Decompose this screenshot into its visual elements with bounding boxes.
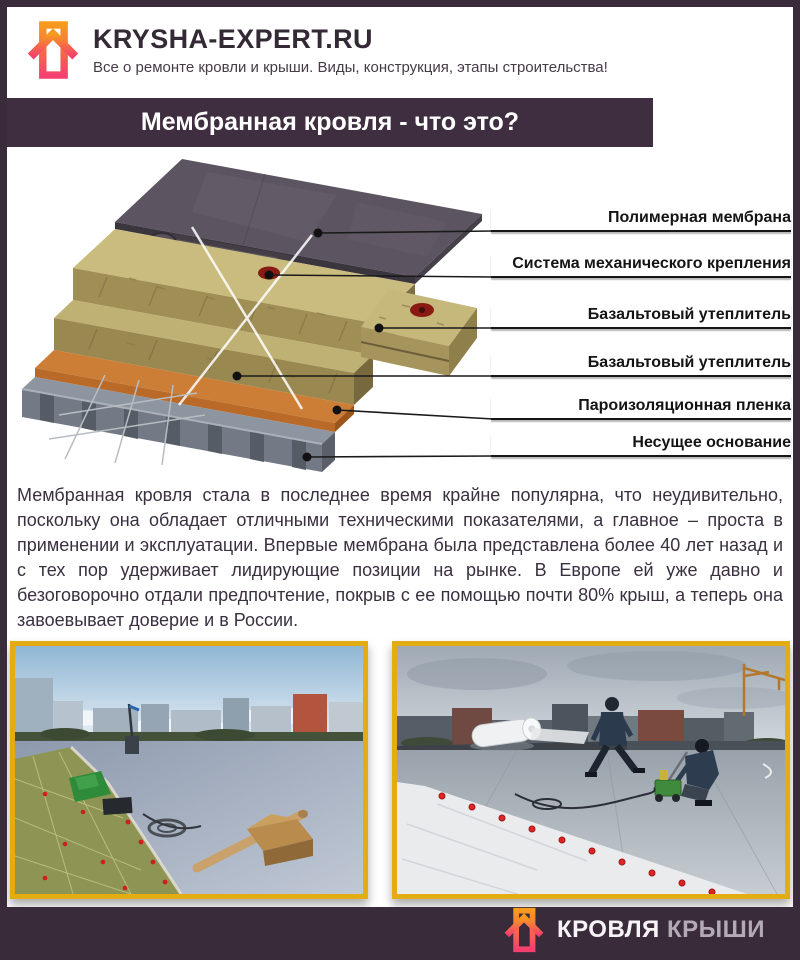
photo-row <box>7 641 793 899</box>
footer-logo-house-icon <box>504 907 544 953</box>
article-paragraph: Мембранная кровля стала в последнее время крайне популярна, что неудивительно, поскольку она обладает отличными техническими показателями, а главное – проста в применении и эксплуатации. Впервые мембрана была представлена более 40 лет назад и с тех пор удерживает лидирующие позиции на рынке. В Европе ей уже давно и безоговорочно отдали предпочтение, покрыв с ее помощью почти 80% крыш, а теперь она завоевывает доверие и в России. <box>17 485 783 630</box>
photo-right-scene <box>397 646 785 894</box>
site-footer <box>7 907 793 953</box>
site-name: KRYSHA-EXPERT.RU <box>93 24 373 55</box>
diagram-label-deck: Несущее основание <box>491 433 791 457</box>
site-tagline: Все о ремонте кровли и крыши. Виды, конструкция, этапы строительства! <box>93 59 608 77</box>
footer-brand <box>557 916 765 944</box>
photo-left-scene <box>15 646 363 894</box>
article-title-banner <box>7 98 653 147</box>
diagram-label-fastening: Система механического крепления <box>491 254 791 278</box>
site-logo-house-icon <box>27 21 79 79</box>
diagram-label-membrane: Полимерная мембрана <box>491 208 791 232</box>
photo-membrane-welding-workers <box>392 641 790 899</box>
diagram-label-vapor-barrier: Пароизоляционная пленка <box>491 396 791 420</box>
diagram-label-insulation-top: Базальтовый утеплитель <box>491 305 791 329</box>
article-title: Мембранная кровля - что это? <box>140 108 520 137</box>
footer-brand-word2: КРЫШИ <box>666 916 765 943</box>
site-header <box>7 7 793 93</box>
roof-layers-diagram <box>7 147 793 471</box>
photo-roof-insulation-membrane <box>10 641 368 899</box>
footer-brand-word1: КРОВЛЯ <box>556 916 660 943</box>
diagram-label-insulation-low: Базальтовый утеплитель <box>491 353 791 377</box>
header-text <box>93 24 608 76</box>
